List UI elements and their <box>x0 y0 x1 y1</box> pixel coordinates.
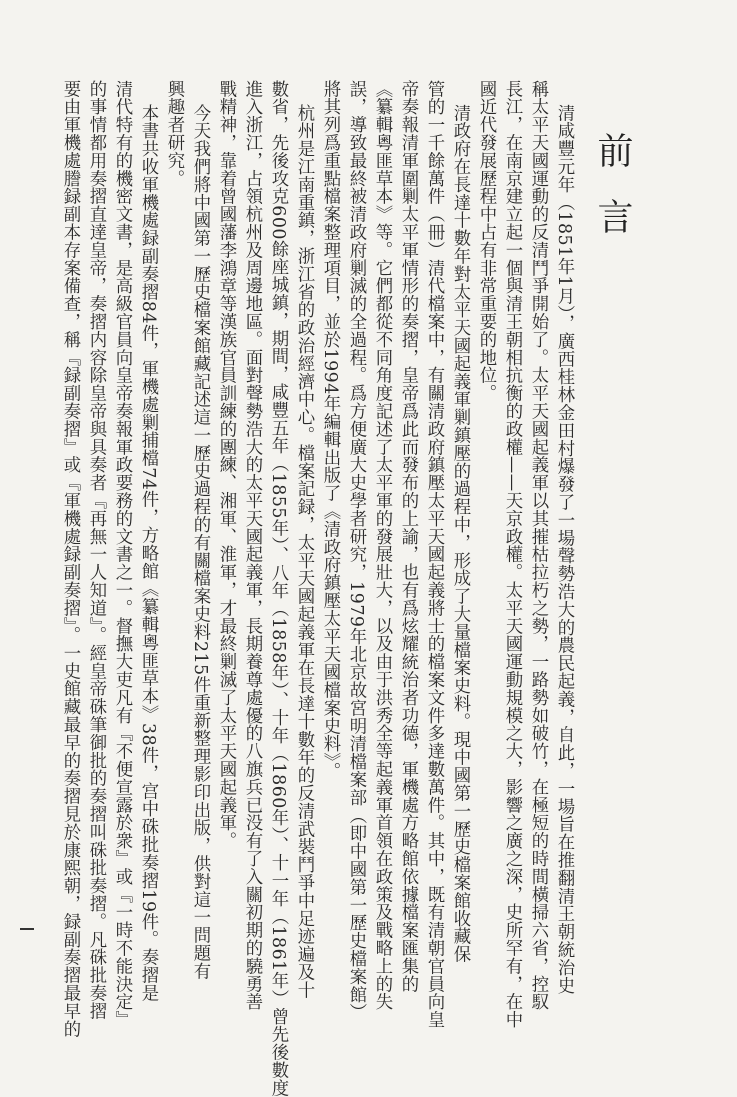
text-column: 國近代發展歷程中占有非常重要的地位。 <box>476 80 496 403</box>
text-column: 清咸豐元年（1851年1月），廣西桂林金田村爆發了一場聲勢浩大的農民起義，自此，一場旨在推翻清王朝統治史 <box>554 104 574 995</box>
page-title: 前言 <box>592 132 633 264</box>
text-column: 誤，導致最終被清政府剿滅的全過程。爲方便廣大史學者研究，1979年北京故宮明清檔案部（即中國第一歷史檔案館） <box>346 80 366 1022</box>
text-column: 清代特有的機密文書，是高級官員向皇帝奏報軍政要務的文書之一。督撫大吏凡有『不便宣露於衆』或『一時不能決定』 <box>112 80 132 1029</box>
text-column: 清政府在長達十數年對太平天國起義軍剿鎮壓的過程中，形成了大量檔案史料。現中國第一歷史檔案館收藏保 <box>450 104 470 964</box>
text-column: 稱太平天國運動的反清鬥爭開始了。太平天國起義軍以其摧枯拉朽之勢，一路勢如破竹，在極短的時間橫掃六省，控馭 <box>528 80 548 1011</box>
text-column: 將其列爲重點檔案整理項目，並於1994年編輯出版了《清政府鎮壓太平天國檔案史料》。 <box>320 80 340 780</box>
text-column: 長江，在南京建立起一個與清王朝相抗衡的政權——天京政權。太平天國運動規模之大，影響之廣之深，史所罕有，在中 <box>502 80 522 1029</box>
text-column: 興趣者研究。 <box>164 80 184 188</box>
text-column: 數省，先後攻克600餘座城鎮，期間，咸豐五年（1855年）、八年（1858年）、十年（1860年）、十一年（1861年）曾先後數度 <box>268 80 288 1097</box>
text-column: 要由軍機處謄録副本存案備查，稱『録副奏摺』或『軍機處録副奏摺』。一史館藏最早的奏摺見於康熙朝，録副奏摺最早的 <box>60 80 80 1038</box>
text-column: 杭州是江南重鎮，浙江省的政治經濟中心。檔案記録，太平天國起義軍在長達十數年的反清武裝鬥爭中足迹遍及十 <box>294 104 314 999</box>
text-column: 戰精神，靠着曾國藩李鴻章等漢族官員訓練的團練、湘軍、淮軍，才最終剿滅了太平天國起義軍。 <box>216 80 236 850</box>
text-column: 進入浙江，占領杭州及周邊地區。面對聲勢浩大的太平天國起義軍，長期養尊處優的八旗兵已没有了入關初期的驍勇善 <box>242 80 262 1011</box>
page-number-mark <box>20 928 34 930</box>
text-column: 本書共收軍機處録副奏摺84件，軍機處剿捕檔74件，方略館《纂輯粵匪草本》38件，宫中硃批奏摺19件。奏摺是 <box>138 104 158 1003</box>
text-column: 《纂輯粵匪草本》等。它們都從不同角度記述了太平軍的發展壯大，以及由于洪秀全等起義軍首領在政策及戰略上的失 <box>372 80 392 1011</box>
text-column: 管的一千餘萬件（冊）清代檔案中，有關清政府鎮壓太平天國起義將士的檔案文件多達數萬件。其中，既有清朝官員向皇 <box>424 80 444 1029</box>
text-column: 今天我們將中國第一歷史檔案館藏記述這一歷史過程的有關檔案史料215件重新整理影印出版，供對這一問題有 <box>190 104 210 980</box>
text-column: 的事情都用奏摺直達皇帝，奏摺内容除皇帝與具奏者『再無一人知道』。經皇帝硃筆御批的奏摺叫硃批奏摺。凡硃批奏摺 <box>86 80 106 1020</box>
text-column: 帝奏報清軍圍剿太平軍情形的奏摺，皇帝爲此而發布的上諭，也有爲炫耀統治者功德，軍機處方略館依據檔案匯集的 <box>398 80 418 993</box>
